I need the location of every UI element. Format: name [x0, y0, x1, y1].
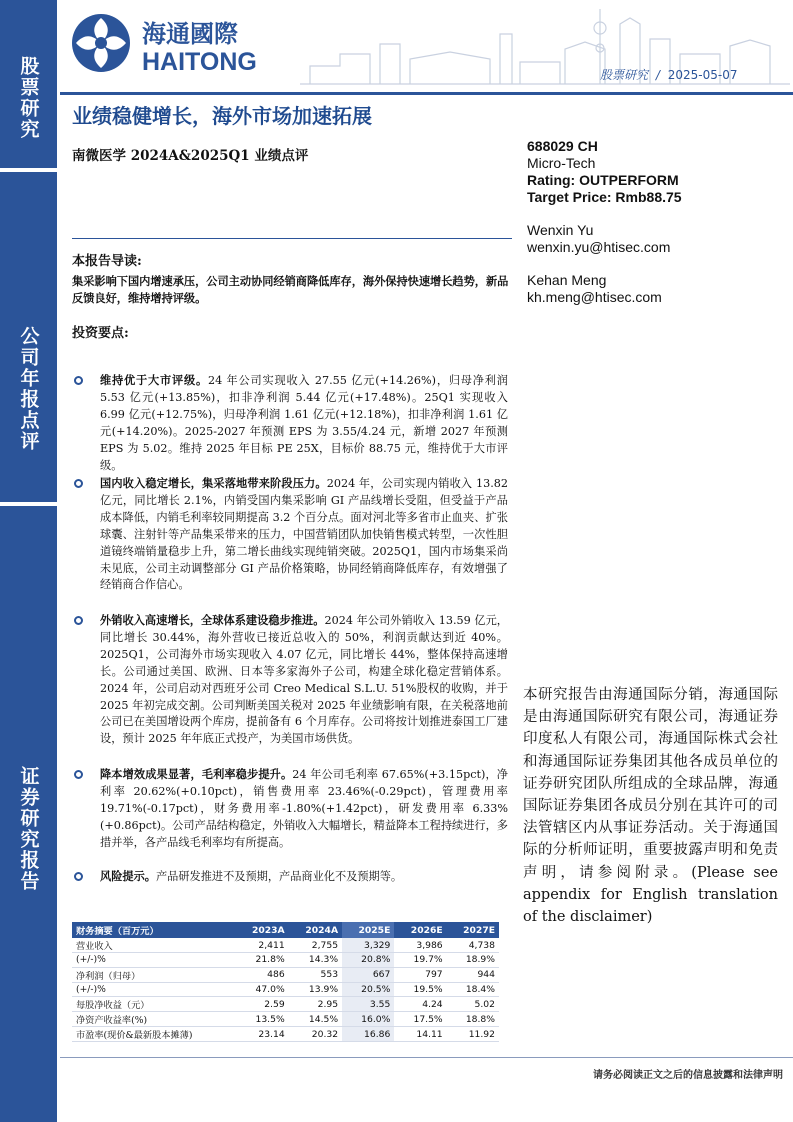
- table-row: [72, 1027, 499, 1042]
- table-row: [72, 982, 499, 997]
- table-row: [72, 938, 499, 953]
- stock-info: [527, 138, 682, 306]
- table-cell: 11.92: [447, 1027, 499, 1042]
- table-header: 2026E: [394, 922, 446, 938]
- bullet-icon: [74, 872, 83, 881]
- table-cell: 2.95: [289, 997, 342, 1012]
- table-cell: 18.8%: [447, 1012, 499, 1027]
- key-point: [72, 766, 508, 868]
- table-cell: 944: [447, 967, 499, 982]
- table-cell: 4.24: [394, 997, 446, 1012]
- key-point-body: 产品研发推进不及预期，产品商业化不及预期等。: [155, 870, 403, 883]
- target-price: Target Price: Rmb88.75: [527, 189, 682, 205]
- key-point-heading: 风险提示。: [100, 869, 156, 883]
- report-subtitle: 南微医学 2024A&2025Q1 业绩点评: [72, 148, 309, 164]
- table-cell: 16.0%: [342, 1012, 394, 1027]
- table-cell: 净资产收益率(%): [72, 1012, 235, 1027]
- table-cell: 3.55: [342, 997, 394, 1012]
- table-cell: 21.8%: [235, 953, 288, 968]
- separator: /: [655, 68, 660, 82]
- table-cell: (+/-)%: [72, 953, 235, 968]
- table-header: 财务摘要（百万元）: [72, 922, 235, 938]
- table-header: 2027E: [447, 922, 499, 938]
- bullet-icon: [74, 770, 83, 779]
- stock-name: Micro-Tech: [527, 155, 596, 171]
- footer-divider: [60, 1057, 793, 1058]
- table-cell: 14.5%: [289, 1012, 342, 1027]
- table-row: [72, 967, 499, 982]
- sidebar-label-securities-report: 证券研究报告: [0, 506, 57, 1122]
- table-header-row: [72, 922, 499, 938]
- table-cell: 4,738: [447, 938, 499, 953]
- table-cell: 2,411: [235, 938, 288, 953]
- bullet-icon: [74, 479, 83, 488]
- table-cell: 20.32: [289, 1027, 342, 1042]
- key-point-body: 2024 年，公司实现内销收入 13.82 亿元，同比增长 2.1%，内销受国内集采影响 GI 产品线增长受阻，但受益于产品成本降低，内销毛利率较同期提高 3.2 个百分点。面对河北等多省市止血夹、扩张球囊、注射针等产品集采带来的压力，中国营销团队加快销售模式转型，一次性胆道镜终端销量稳步上升，第二增长曲线实现纯销突破。2025Q1，国内市场集采尚未见底，公司主动调整部分 GI 产品价格策略，协同经销商降低库存，有效增强了经销商合作信心。: [100, 477, 508, 592]
- report-category: 股票研究: [600, 68, 649, 82]
- header-divider: [60, 92, 793, 95]
- report-date: 2025-05-07: [667, 68, 738, 82]
- analyst-email[interactable]: wenxin.yu@htisec.com: [527, 239, 671, 255]
- table-cell: 20.5%: [342, 982, 394, 997]
- table-cell: 14.3%: [289, 953, 342, 968]
- bullet-icon: [74, 616, 83, 625]
- table-cell: 14.11: [394, 1027, 446, 1042]
- bullet-icon: [74, 376, 83, 385]
- table-cell: 19.5%: [394, 982, 446, 997]
- table-cell: 797: [394, 967, 446, 982]
- table-header: 2023A: [235, 922, 288, 938]
- key-point-body: 2024 年公司外销收入 13.59 亿元，同比增长 30.44%，海外营收已接近总收入的 50%，利润贡献达到近 40%。2025Q1，公司海外市场实现收入 4.07 亿元，同比增长 44%，整体保持高速增长。公司通过美国、欧洲、日本等多家海外子公司，构建全球化稳定营销体系。2024 年，公司启动对西班牙公司 Creo Medical S.L.U. 51%股权的收购，并于 2025 年初完成交割。公司判断美国关税对 2025 年业绩影响有限，在关税落地前公司已在美国增设两个库房，提前备有 6 个月库存。公司将按计划推进泰国工厂建设，预计 2025 年年底正式投产，为美国市场供货。: [100, 614, 508, 746]
- table-cell: (+/-)%: [72, 982, 235, 997]
- table-row: [72, 1012, 499, 1027]
- table-cell: 2.59: [235, 997, 288, 1012]
- footer-notice: 请务必阅读正文之后的信息披露和法律声明: [593, 1070, 783, 1081]
- table-cell: 营业收入: [72, 938, 235, 953]
- table-cell: 净利润（归母）: [72, 967, 235, 982]
- svg-text:HAITONG: HAITONG: [142, 48, 257, 74]
- key-points-title: 投资要点:: [72, 326, 129, 341]
- table-cell: 5.02: [447, 997, 499, 1012]
- table-cell: 市盈率(现价&最新股本摊薄): [72, 1027, 235, 1042]
- distribution-disclaimer: 本研究报告由海通国际分销，海通国际是由海通国际研究有限公司，海通证券印度私人有限公司，海通国际株式会社和海通国际证券集团其他各成员单位的证券研究团队所组成的全球品牌，海通国际证券集团各成员分别在其许可的司法管辖区内从事证券活动。关于海通国际的分析师证明，重要披露声明和免责声明，请参阅附录。(Please see appendix for English translation of the disclaimer): [523, 687, 778, 926]
- svg-text:海通國際: 海通國際: [142, 20, 238, 48]
- sidebar-label-stock-research: 股票研究: [0, 0, 57, 168]
- key-point-heading: 国内收入稳定增长，集采落地带来阶段压力。: [100, 476, 327, 490]
- guide-text: 集采影响下国内增速承压，公司主动协同经销商降低库存，海外保持快速增长趋势，新品反馈良好，维持增持评级。: [72, 274, 509, 305]
- table-cell: 3,329: [342, 938, 394, 953]
- table-cell: 667: [342, 967, 394, 982]
- report-category-date: [600, 66, 737, 83]
- key-point-heading: 维持优于大市评级。: [100, 373, 208, 387]
- key-point: [72, 612, 508, 766]
- table-cell: 47.0%: [235, 982, 288, 997]
- analyst-email[interactable]: kh.meng@htisec.com: [527, 289, 662, 305]
- table-cell: 18.4%: [447, 982, 499, 997]
- table-cell: 16.86: [342, 1027, 394, 1042]
- table-header: 2025E: [342, 922, 394, 938]
- key-point-heading: 降本增效成果显著，毛利率稳步提升。: [100, 767, 293, 781]
- stock-code: 688029 CH: [527, 138, 598, 154]
- table-cell: 19.7%: [394, 953, 446, 968]
- table-cell: 18.9%: [447, 953, 499, 968]
- key-point-body: 24 年公司实现收入 27.55 亿元(+14.26%)，归母净利润 5.53 亿元(+13.85%)，扣非净利润 5.44 亿元(+17.48%)。25Q1 实现收入 6.99 亿元(+12.75%)，归母净利润 1.61 亿元(+12.18%)，扣非净利润 1.61 亿元(+14.20%)。2025-2027 年预测 EPS 为 3.55/4.24 元，新增 2027 年预测 EPS 为 5.02。维持 2025 年目标 PE 25X，目标价 88.75 元，维持优于大市评级。: [100, 374, 508, 472]
- table-cell: 13.9%: [289, 982, 342, 997]
- key-point: [72, 372, 508, 475]
- table-cell: 每股净收益（元）: [72, 997, 235, 1012]
- haitong-emblem-icon: [70, 12, 290, 74]
- key-points-list: [72, 372, 508, 888]
- table-cell: 486: [235, 967, 288, 982]
- guide-divider: [72, 238, 512, 239]
- table-row: [72, 997, 499, 1012]
- table-cell: 20.8%: [342, 953, 394, 968]
- guide-title: 本报告导读:: [72, 254, 142, 269]
- table-cell: 3,986: [394, 938, 446, 953]
- key-point-heading: 外销收入高速增长，全球体系建设稳步推进。: [100, 613, 325, 627]
- stock-rating: Rating: OUTPERFORM: [527, 172, 679, 188]
- sidebar: [0, 0, 57, 1122]
- table-row: [72, 953, 499, 968]
- sidebar-label-annual-review: 公司年报点评: [0, 172, 57, 502]
- key-point-body: 24 年公司毛利率 67.65%(+3.15pct)，净利率 20.62%(+0.10pct)，销售费用率 23.46%(-0.29pct)，管理费用率 19.71%(-0.17pct)，财务费用率-1.80%(+1.42pct)，研发费用率 6.33%(+0.86pct)。公司产品结构稳定，外销收入大幅增长，精益降本工程持续进行，多措并举，各产品线毛利率均有所提高。: [100, 768, 508, 849]
- table-cell: 2,755: [289, 938, 342, 953]
- key-point: [72, 868, 508, 888]
- haitong-logo: [70, 12, 290, 74]
- key-point: [72, 475, 508, 612]
- table-cell: 23.14: [235, 1027, 288, 1042]
- analyst-name: Kehan Meng: [527, 272, 607, 288]
- financial-summary-table: [72, 922, 499, 1042]
- table-cell: 13.5%: [235, 1012, 288, 1027]
- table-header: 2024A: [289, 922, 342, 938]
- analyst-name: Wenxin Yu: [527, 222, 594, 238]
- table-cell: 17.5%: [394, 1012, 446, 1027]
- table-cell: 553: [289, 967, 342, 982]
- report-title: 业绩稳健增长，海外市场加速拓展: [72, 104, 372, 128]
